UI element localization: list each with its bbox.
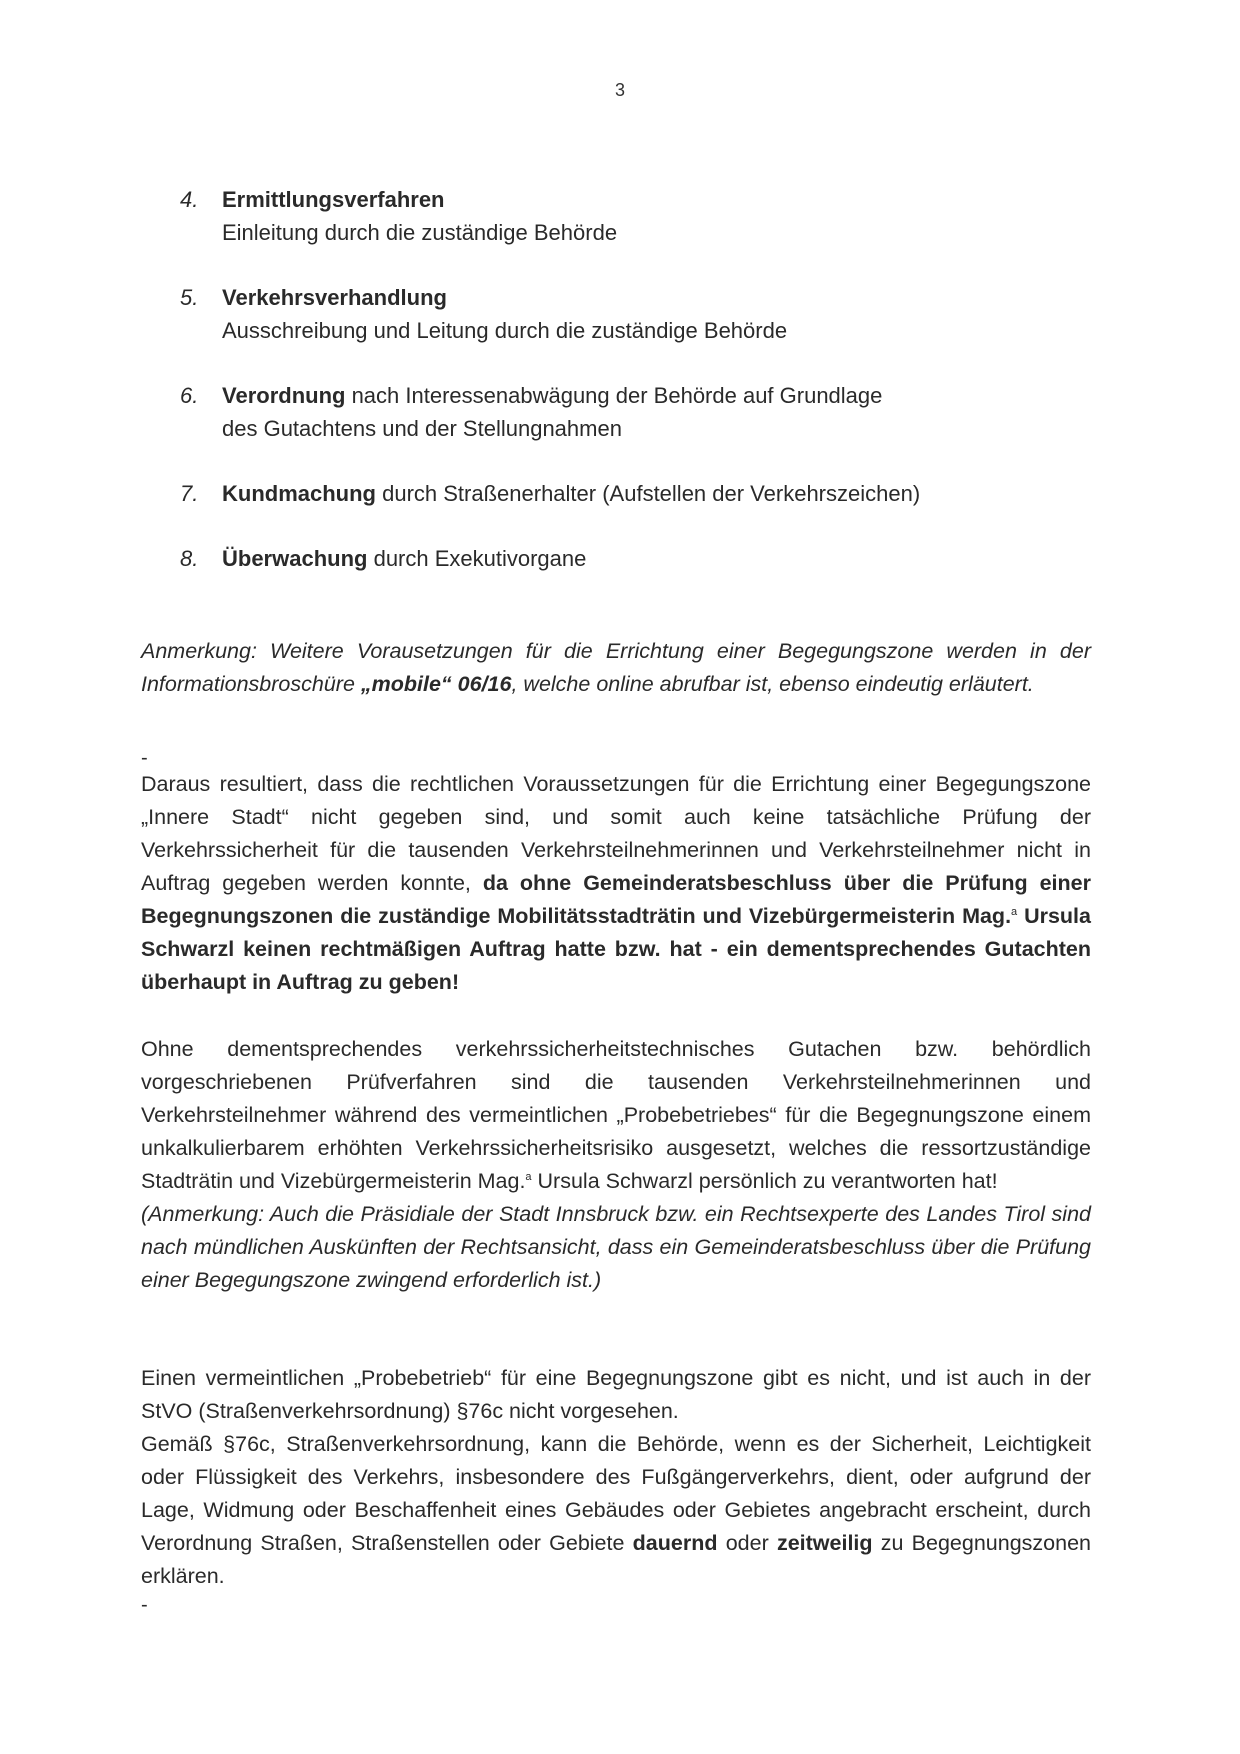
list-text: durch Exekutivorgane — [367, 546, 587, 571]
superscript: a — [525, 1170, 532, 1183]
list-title: Verkehrsverhandlung — [222, 285, 447, 310]
paragraph-text: Gemäß §76c, Straßenverkehrsordnung, kann die Behörde, wenn es der Sicherheit, Leichtigkeit oder Flüssigkeit des Verkehrs, insbesondere des Fußgängerverkehrs, dient, oder aufgrund der Lage, Widmung oder Beschaffenheit eines Gebäudes oder Gebietes angebracht erscheint, durch Verordnung Straßen, Straßenstellen oder Gebiete — [141, 1432, 1091, 1555]
note-text: Anmerkung: Weitere Vorausetzungen für die Errichtung einer Begegungszone werden in der Informationsbroschüre — [141, 639, 1091, 696]
paragraph-text: Daraus resultiert, dass die rechtlichen Voraussetzungen für die Errichtung einer Begegungszone „Innere Stadt“ nicht gegeben sind, und somit auch keine tatsächliche Prüfung der Verkehrssicherheit für die tausenden Verkehrsteilnehmerinnen und Verkehrsteilnehmer nicht in Auftrag gegeben werden konnte, — [141, 772, 1091, 895]
list-subline: Ausschreibung und Leitung durch die zuständige Behörde — [222, 318, 788, 343]
list-text: nach Interessenabwägung der Behörde auf Grundlage — [345, 383, 883, 408]
list-body — [222, 183, 1080, 249]
legal-note: (Anmerkung: Auch die Präsidiale der Stadt Innsbruck bzw. ein Rechtsexperte des Landes Tirol sind nach mündlichen Auskünften der Rechtsansicht, dass ein Gemeinderatsbeschluss über die Prüfung einer Begegungszone zwingend erforderlich ist.) — [141, 1202, 1091, 1292]
paragraph-text: Ursula Schwarzl persönlich zu verantworten hat! — [531, 1169, 998, 1193]
list-number: 8. — [180, 546, 199, 571]
list-subline: des Gutachtens und der Stellungnahmen — [222, 416, 622, 441]
page-number: 3 — [614, 80, 625, 100]
dash-separator: - — [141, 1594, 148, 1616]
superscript: a — [1011, 905, 1018, 918]
note-text: , welche online abrufbar ist, ebenso eindeutig erläutert. — [511, 672, 1034, 696]
paragraph-bold: dauernd — [632, 1531, 718, 1555]
list-item — [180, 281, 1080, 347]
paragraph-text: Ohne dementsprechendes verkehrssicherheitstechnisches Gutachen bzw. behördlich vorgeschriebenen Prüfverfahren sind die tausenden Verkehrsteilnehmerinnen und Verkehrsteilnehmer während des vermeintlichen „Probebetriebes“ für die Begegnungszone einem unkalkulierbarem erhöhten Verkehrssicherheitsrisiko ausgesetzt, welches die ressortzuständige Stadträtin und Vizebürgermeisterin Mag. — [141, 1037, 1091, 1193]
list-title: Ermittlungsverfahren — [222, 187, 445, 212]
note-bold: „mobile“ 06/16 — [360, 672, 512, 696]
list-text: durch Straßenerhalter (Aufstellen der Verkehrszeichen) — [376, 481, 921, 506]
list-item — [180, 542, 1080, 575]
paragraph-text-block — [141, 1428, 1091, 1593]
note-paragraph — [141, 635, 1091, 701]
list-item — [180, 477, 1080, 510]
paragraph-2 — [141, 1033, 1091, 1297]
procedure-list — [180, 183, 1080, 607]
list-item — [180, 379, 1080, 445]
list-subline: Einleitung durch die zuständige Behörde — [222, 220, 618, 245]
list-number: 6. — [180, 383, 199, 408]
list-body — [222, 281, 1080, 347]
paragraph-text: Einen vermeintlichen „Probebetrieb“ für eine Begegnungszone gibt es nicht, und ist auch in der StVO (Straßenverkehrsordnung) §76c nicht vorgesehen. — [141, 1366, 1091, 1423]
list-body — [222, 477, 1080, 510]
paragraph-text: oder — [717, 1531, 777, 1555]
list-title: Kundmachung — [222, 481, 376, 506]
list-number: 7. — [180, 481, 199, 506]
list-body — [222, 379, 1080, 445]
paragraph-text: zu Begegnungszonen erklären. — [141, 1531, 1091, 1588]
list-number: 5. — [180, 285, 199, 310]
paragraph-bold: da ohne Gemeinderatsbeschluss über die Prüfung einer Begegnungszonen die zuständige Mobilitätsstadträtin und Vizebürgermeisterin Mag. — [141, 871, 1091, 928]
list-number: 4. — [180, 187, 199, 212]
list-title: Überwachung — [222, 546, 368, 571]
list-item — [180, 183, 1080, 249]
paragraph-bold: zeitweilig — [776, 1531, 873, 1555]
paragraph-1 — [141, 768, 1091, 999]
dash-separator: - — [141, 747, 148, 769]
paragraph-bold: Ursula Schwarzl keinen rechtmäßigen Auftrag hatte bzw. hat - ein dementsprechendes Gutachten überhaupt in Auftrag zu geben! — [141, 904, 1091, 994]
list-title: Verordnung — [222, 383, 346, 408]
list-body — [222, 542, 1080, 575]
paragraph-3 — [141, 1362, 1091, 1593]
